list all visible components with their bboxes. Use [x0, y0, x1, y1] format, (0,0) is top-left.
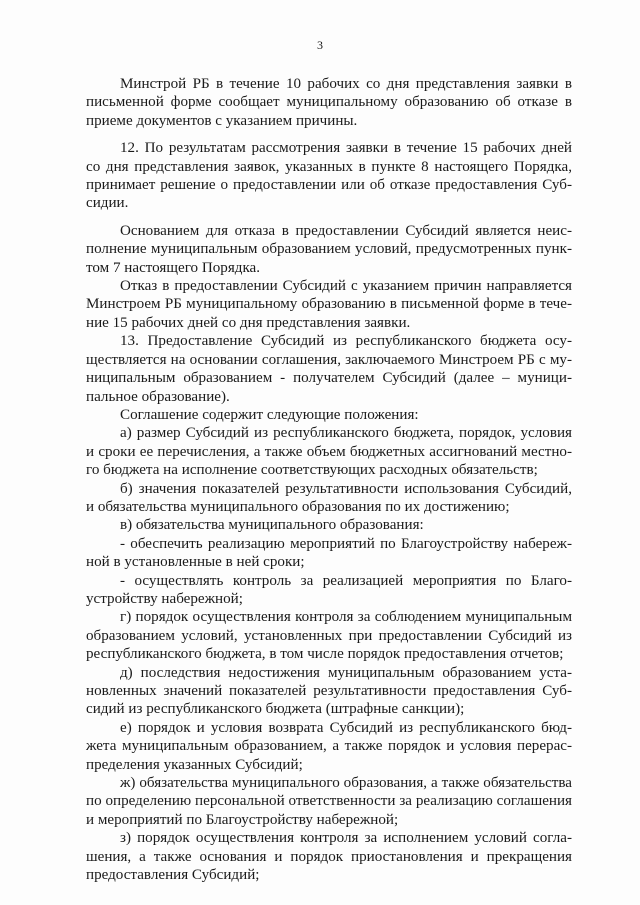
paragraph-refusal-grounds: Основанием для отказа в предоставлении Субсидий является неисполнение муниципальным образованием условий, предусмотренных пунктом 7 настоящего Порядка. [86, 222, 572, 276]
list-item-a: а) размер Субсидий из республиканского бюджета, порядок, условия и сроки ее перечисления, а также объем бюджетных ассигнований местного бюджета на исполнение соответствующих расходных обязательств; [86, 425, 572, 479]
paragraph-agreement-intro: Соглашение содержит следующие положения: [120, 406, 419, 423]
list-item-z: з) порядок осуществления контроля за исполнением условий соглашения, а также основания и порядок приостановления и прекращения предоставления Субсидий; [86, 830, 572, 884]
paragraph-refusal-sent: Отказ в предоставлении Субсидий с указанием причин направляется Минстроем РБ муниципальному образованию в письменной форме в течение 15 рабочих дней со дня представления заявки. [86, 278, 572, 331]
list-subitem-implementation: - обеспечить реализацию мероприятий по Благоустройству набережной в установленные в ней сроки; [86, 535, 572, 571]
list-item-e: е) порядок и условия возврата Субсидий из республиканского бюджета муниципальным образованием, а также порядок и условия перераспределения указанных Субсидий; [86, 719, 572, 773]
page-number: 3 [317, 38, 323, 52]
paragraph-13: 13. Предоставление Субсидий из республиканского бюджета осуществляется на основании соглашения, заключаемого Минстроем РБ с муниципальным образованием - получателем Субсидий (далее – муниципальное образование). [86, 333, 572, 405]
paragraph-rejection-notice: Минстрой РБ в течение 10 рабочих со дня представления заявки в письменной форме сообщает муниципальному образованию об отказе в приеме документов с указанием причины. [86, 76, 572, 129]
list-subitem-control: - осуществлять контроль за реализацией мероприятия по Благоустройству набережной; [86, 572, 572, 607]
list-item-b: б) значения показателей результативности использования Субсидий, и обязательства муниципального образования по их достижению; [86, 480, 572, 515]
list-item-g: г) порядок осуществления контроля за соблюдением муниципальным образованием условий, установленных при предоставлении Субсидий из республиканского бюджета, в том числе порядок предоставления отчетов; [86, 609, 572, 663]
list-item-d: д) последствия недостижения муниципальным образованием установленных значений показателей результативности предоставления Субсидий из республиканского бюджета (штрафные санкции); [86, 664, 572, 718]
document-body [86, 75, 572, 884]
list-item-zh: ж) обязательства муниципального образования, а также обязательства по определению персональной ответственности за реализацию соглашения и мероприятий по Благоустройству набережной; [86, 775, 572, 828]
list-item-v: в) обязательства муниципального образования: [120, 517, 424, 534]
paragraph-12: 12. По результатам рассмотрения заявки в течение 15 рабочих дней со дня представления заявок, указанных в пункте 8 настоящего Порядка, принимает решение о предоставлении или об отказе предоставления Субсидии. [86, 140, 572, 212]
